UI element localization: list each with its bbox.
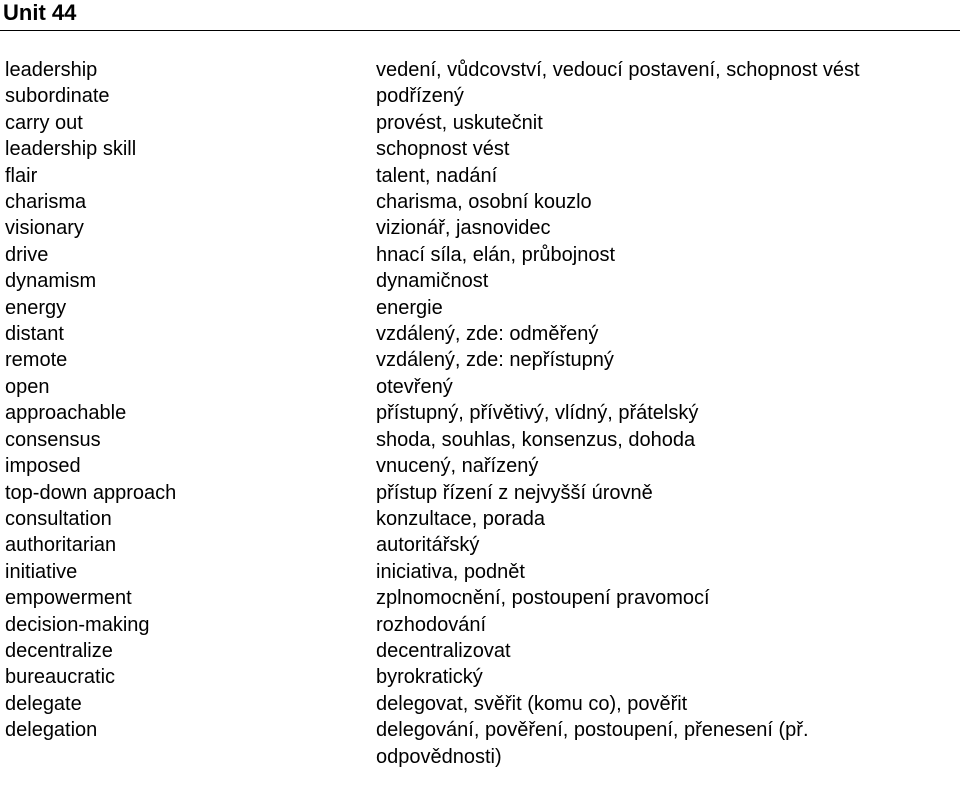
vocab-translation: byrokratický	[376, 666, 483, 689]
vocab-term: decision-making	[5, 613, 150, 636]
vocab-row	[0, 215, 960, 241]
vocab-row	[0, 374, 960, 400]
vocab-term: open	[5, 375, 50, 398]
vocab-term: leadership	[5, 59, 98, 81]
vocab-row	[0, 453, 960, 479]
vocab-term: flair	[5, 164, 38, 187]
vocab-translation: provést, uskutečnit	[376, 111, 543, 134]
vocab-row	[0, 163, 960, 189]
vocab-row	[0, 638, 960, 664]
vocab-term: delegation	[5, 719, 98, 742]
vocab-row	[0, 480, 960, 506]
vocab-term: remote	[5, 349, 68, 372]
vocab-row	[0, 295, 960, 321]
vocab-translation: podřízený	[376, 85, 464, 108]
vocab-row	[0, 268, 960, 294]
vocab-row	[0, 400, 960, 426]
vocab-row	[0, 189, 960, 215]
vocab-translation: autoritářský	[376, 534, 480, 557]
vocab-row	[0, 242, 960, 268]
vocab-row	[0, 321, 960, 347]
vocab-row	[0, 347, 960, 373]
page-header	[0, 0, 960, 36]
vocab-term: consensus	[5, 428, 101, 451]
vocab-row	[0, 612, 960, 638]
vocab-translation: charisma, osobní kouzlo	[376, 191, 592, 214]
vocab-row	[0, 664, 960, 690]
vocab-translation: přístup řízení z nejvyšší úrovně	[376, 481, 653, 504]
vocab-row	[0, 57, 960, 83]
vocab-translation: dynamičnost	[376, 270, 489, 293]
header-divider	[0, 30, 960, 31]
vocab-row	[0, 585, 960, 611]
vocab-term: distant	[5, 323, 64, 346]
vocab-row	[0, 532, 960, 558]
vocab-translation: delegovat, svěřit (komu co), pověřit	[376, 692, 688, 715]
vocab-term: carry out	[5, 111, 83, 134]
vocab-translation: vzdálený, zde: nepřístupný	[376, 349, 614, 372]
vocab-translation: shoda, souhlas, konsenzus, dohoda	[376, 428, 696, 451]
vocab-term: initiative	[5, 560, 78, 583]
vocab-translation: rozhodování	[376, 613, 487, 636]
vocab-term: imposed	[5, 455, 81, 478]
vocab-row	[0, 506, 960, 532]
vocab-row	[0, 559, 960, 585]
vocab-term: leadership skill	[5, 138, 137, 161]
vocab-term: visionary	[5, 217, 84, 240]
vocab-term: authoritarian	[5, 534, 117, 557]
vocab-term: top-down approach	[5, 481, 177, 504]
vocab-term: charisma	[5, 191, 87, 214]
vocab-translation: vnucený, nařízený	[376, 455, 539, 478]
vocab-translation: vzdálený, zde: odměřený	[376, 323, 599, 346]
vocab-term: decentralize	[5, 639, 113, 662]
vocab-term: dynamism	[5, 270, 97, 293]
vocab-row	[0, 110, 960, 136]
vocab-term: drive	[5, 243, 49, 266]
vocab-term: empowerment	[5, 587, 132, 610]
vocab-term: consultation	[5, 507, 112, 530]
vocab-row	[0, 717, 960, 770]
vocab-row	[0, 136, 960, 162]
vocab-translation: delegování, pověření, postoupení, přenesení (př. odpovědnosti)	[376, 719, 809, 768]
vocab-translation: schopnost vést	[376, 138, 510, 161]
vocab-term: subordinate	[5, 85, 110, 108]
vocab-row	[0, 83, 960, 109]
vocab-translation: hnací síla, elán, průbojnost	[376, 243, 616, 266]
vocabulary-list	[0, 57, 960, 770]
vocab-translation: konzultace, porada	[376, 507, 546, 530]
vocab-term: approachable	[5, 402, 127, 425]
vocab-term: delegate	[5, 692, 82, 715]
vocab-term: energy	[5, 296, 67, 319]
vocab-translation: energie	[376, 296, 443, 319]
vocab-translation: zplnomocnění, postoupení pravomocí	[376, 587, 710, 610]
vocab-translation: vedení, vůdcovství, vedoucí postavení, schopnost vést	[376, 59, 860, 81]
vocab-translation: přístupný, přívětivý, vlídný, přátelský	[376, 402, 699, 425]
page-title: Unit 44	[3, 0, 77, 25]
vocab-translation: vizionář, jasnovidec	[376, 217, 551, 240]
vocab-term: bureaucratic	[5, 666, 116, 689]
vocab-row	[0, 691, 960, 717]
vocab-translation: otevřený	[376, 375, 453, 398]
vocab-translation: decentralizovat	[376, 639, 511, 662]
vocab-translation: talent, nadání	[376, 164, 498, 187]
vocab-translation: iniciativa, podnět	[376, 560, 525, 583]
vocab-row	[0, 427, 960, 453]
